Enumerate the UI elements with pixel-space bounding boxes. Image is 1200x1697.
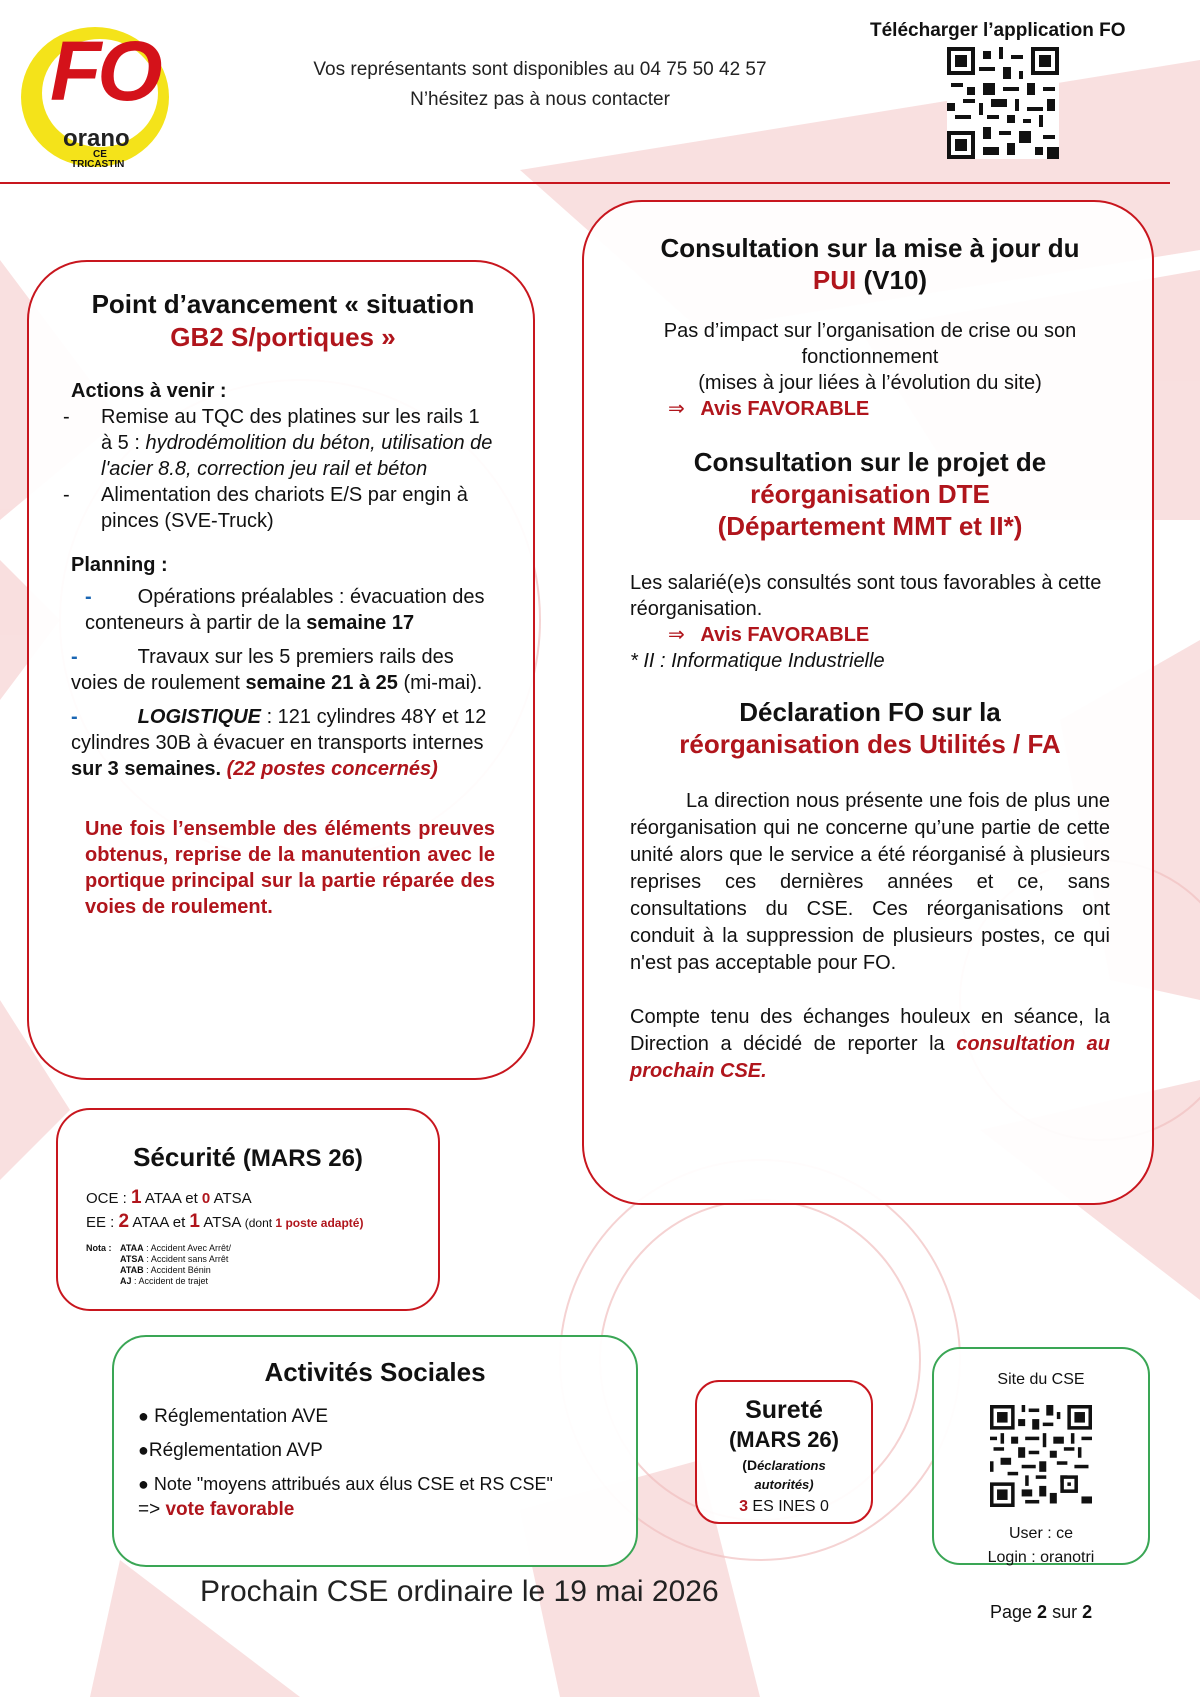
planning-item-1: - Opérations préalables : évacuation des conteneurs à partir de la semaine 17 bbox=[85, 586, 485, 634]
activites-item bbox=[138, 1474, 636, 1495]
logo-company: orano bbox=[63, 125, 130, 152]
declaration-title bbox=[630, 696, 1110, 760]
nota-item: ATSA : Accident sans Arrêt bbox=[120, 1254, 229, 1264]
action-item-2: - Alimentation des chariots E/S par engin à pinces (SVE-Truck) bbox=[63, 484, 468, 532]
plan-2-weeks: semaine 21 à 25 bbox=[245, 672, 398, 694]
nota-item: AJ : Accident de trajet bbox=[120, 1276, 209, 1286]
dte-title-line3: (Département MMT et II*) bbox=[717, 511, 1023, 541]
action-1-detail: hydrodémolition du béton, utilisation de l'acier 8.8, correction jeu rail et béton bbox=[101, 432, 493, 480]
next-cse-date: Prochain CSE ordinaire le 19 mai 2026 bbox=[200, 1575, 719, 1608]
action-1-text: Remise au TQC des platines sur les rails 1 à 5 : bbox=[101, 406, 480, 454]
planning-item-2: - Travaux sur les 5 premiers rails des voies de roulement semaine 21 à 25 (mi-mai). bbox=[71, 646, 483, 694]
pui-title-line1: Consultation sur la mise à jour du bbox=[660, 233, 1080, 263]
ee-label: EE : bbox=[86, 1214, 119, 1231]
site-cse-user: User : ce bbox=[1008, 1525, 1073, 1542]
arrow-icon: ⇒ bbox=[668, 624, 685, 646]
dte-title-line2: réorganisation DTE bbox=[750, 479, 990, 509]
surete-title: Sureté bbox=[745, 1396, 823, 1424]
securite-title bbox=[58, 1142, 438, 1173]
surete-decl-2: autorités) bbox=[754, 1477, 814, 1492]
oce-label: OCE : bbox=[86, 1190, 132, 1207]
contact-invite: N’hésitez pas à nous contacter bbox=[410, 89, 670, 110]
ee-atsa-label: ATSA bbox=[199, 1214, 245, 1231]
contact-block bbox=[240, 55, 840, 115]
vote-result: vote favorable bbox=[165, 1499, 295, 1520]
bullet-icon: ● bbox=[138, 1474, 149, 1494]
nota-item: ATAA : Accident Avec Arrêt/ bbox=[120, 1243, 232, 1253]
surete-count-line bbox=[697, 1498, 871, 1516]
gb2-status-box bbox=[27, 260, 535, 1080]
declaration-postponed: consultation au prochain CSE. bbox=[630, 1033, 1110, 1082]
plan-3-label: LOGISTIQUE bbox=[137, 706, 262, 728]
oce-atsa-label: ATSA bbox=[210, 1190, 252, 1207]
dte-avis-text: Avis FAVORABLE bbox=[700, 624, 870, 646]
securite-period: (MARS 26) bbox=[242, 1145, 363, 1172]
bullet-icon: ● bbox=[138, 1440, 149, 1460]
declaration-para1: La direction nous présente une fois de plus une réorganisation qui ne concerne qu’une partie de cette unité alors que le service a été réorganisé à plusieurs reprises ces dernières années et ce, sans consultations du CSE. Ces réorganisations ont conduit à la suppression de plusieurs postes, ce qui n'est pas acceptable pour FO. bbox=[630, 790, 1110, 974]
oce-ataa-label: ATAA et bbox=[141, 1190, 202, 1207]
app-download-label: Télécharger l’application FO bbox=[870, 20, 1126, 41]
pui-acronym: PUI bbox=[812, 265, 857, 295]
site-cse-box bbox=[932, 1347, 1150, 1565]
oce-ataa-count: 1 bbox=[131, 1187, 142, 1208]
nota-item: ATAB : Accident Bénin bbox=[120, 1265, 211, 1275]
ee-adapted-count: 1 bbox=[275, 1216, 283, 1230]
activites-vote bbox=[138, 1499, 636, 1521]
contact-phone: Vos représentants sont disponibles au 04 75 50 42 57 bbox=[313, 59, 767, 80]
bullet-icon: ● bbox=[138, 1406, 149, 1426]
action-2-text: Alimentation des chariots E/S par engin à pinces (SVE-Truck) bbox=[101, 484, 468, 532]
plan-3-posts: (22 postes concernés) bbox=[221, 758, 438, 780]
ee-ataa-count: 2 bbox=[118, 1211, 130, 1232]
surete-count: 3 bbox=[739, 1498, 748, 1515]
site-cse-login: Login : oranotri bbox=[987, 1549, 1095, 1566]
plan-2-text: Travaux sur les 5 premiers rails des voies de roulement bbox=[71, 646, 454, 694]
planning-heading: Planning : bbox=[71, 554, 168, 576]
activites-item bbox=[138, 1406, 636, 1428]
page-number: Page 2 sur 2 bbox=[990, 1602, 1093, 1622]
surete-period: (MARS 26) bbox=[728, 1427, 839, 1452]
pui-impact: Pas d’impact sur l’organisation de crise ou son fonctionnement bbox=[663, 320, 1077, 368]
fo-logo bbox=[15, 15, 175, 175]
ee-adapted-label: poste adapté) bbox=[282, 1216, 364, 1230]
actions-heading: Actions à venir : bbox=[71, 380, 227, 402]
plan-3-text: : 121 cylindres 48Y et 12 cylindres 30B à évacuer en transports internes bbox=[71, 706, 487, 754]
dte-title-line1: Consultation sur le projet de bbox=[693, 447, 1047, 477]
arrow-icon: ⇒ bbox=[668, 398, 685, 420]
activites-item-avp: Réglementation AVP bbox=[148, 1440, 323, 1461]
plan-1-week: semaine 17 bbox=[306, 612, 415, 634]
gb2-title-line1: Point d’avancement « situation bbox=[91, 289, 475, 319]
declaration-para2 bbox=[630, 1004, 1110, 1085]
pui-version: (V10) bbox=[856, 265, 928, 295]
action-item-1: - Remise au TQC des platines sur les rails 1 à 5 : hydrodémolition du béton, utilisation de l'acier 8.8, correction jeu rail et béton bbox=[63, 406, 493, 480]
plan-3-duration: sur 3 semaines. bbox=[71, 758, 222, 780]
ee-note-open: (dont bbox=[244, 1216, 276, 1230]
ee-atsa-count: 1 bbox=[189, 1211, 200, 1232]
pui-avis-text: Avis FAVORABLE bbox=[700, 398, 870, 420]
dte-title bbox=[630, 446, 1110, 542]
pui-reason: (mises à jour liées à l’évolution du site) bbox=[698, 372, 1042, 394]
ee-ataa-label: ATAA et bbox=[129, 1214, 190, 1231]
dte-avis bbox=[668, 622, 1110, 648]
declaration-title-line2: réorganisation des Utilités / FA bbox=[679, 729, 1061, 759]
gb2-conclusion: Une fois l’ensemble des éléments preuves obtenus, reprise de la manutention avec le portique principal sur la partie réparée des voies de roulement. bbox=[85, 818, 495, 918]
logo-letters: FO bbox=[50, 24, 159, 118]
securite-oce bbox=[86, 1187, 438, 1209]
activites-item bbox=[138, 1440, 636, 1462]
app-qr-code[interactable] bbox=[947, 47, 1059, 159]
site-cse-label: Site du CSE bbox=[997, 1371, 1085, 1388]
gb2-title bbox=[71, 288, 495, 354]
surete-decl-prefix: (D bbox=[742, 1457, 758, 1473]
planning-item-3: - LOGISTIQUE : 121 cylindres 48Y et 12 cylindres 30B à évacuer en transports internes sur 3 semaines. (22 postes concernés) bbox=[71, 706, 487, 780]
pui-title bbox=[630, 232, 1110, 296]
logo-site-ce: CE bbox=[93, 149, 107, 160]
activites-title: Activités Sociales bbox=[264, 1357, 486, 1387]
site-cse-qr-code[interactable] bbox=[990, 1405, 1092, 1507]
securite-title-text: Sécurité bbox=[133, 1142, 236, 1172]
plan-1-text: Opérations préalables : évacuation des conteneurs à partir de la bbox=[85, 586, 485, 634]
surete-decl-word: éclarations bbox=[757, 1458, 826, 1473]
consultations-box bbox=[582, 200, 1154, 1205]
gb2-title-subject: GB2 S/portiques » bbox=[170, 322, 396, 352]
dte-body: Les salarié(e)s consultés sont tous favorables à cette réorganisation. bbox=[630, 572, 1102, 620]
vote-arrow: => bbox=[138, 1499, 166, 1520]
securite-nota bbox=[86, 1243, 438, 1287]
surete-box bbox=[695, 1380, 873, 1524]
pui-body bbox=[630, 318, 1110, 396]
declaration-para2-text: Compte tenu des échanges houleux en séance, la Direction a décidé de reporter la bbox=[630, 1006, 1110, 1055]
activites-sociales-box bbox=[112, 1335, 638, 1567]
declaration-title-line1: Déclaration FO sur la bbox=[739, 697, 1001, 727]
securite-ee bbox=[86, 1211, 438, 1233]
oce-atsa-count: 0 bbox=[201, 1190, 211, 1207]
dte-footnote bbox=[630, 648, 1110, 674]
dte-footnote-text: * II : Informatique Industrielle bbox=[630, 650, 885, 672]
pui-avis bbox=[668, 396, 1110, 422]
activites-item-note: Note "moyens attribués aux élus CSE et RS CSE" bbox=[153, 1474, 553, 1494]
activites-item-ave: Réglementation AVE bbox=[154, 1406, 329, 1427]
surete-decl bbox=[697, 1457, 871, 1473]
plan-2-tail: (mi-mai). bbox=[397, 672, 483, 694]
nota-label: Nota : bbox=[86, 1243, 112, 1253]
surete-count-label: ES INES 0 bbox=[747, 1498, 829, 1515]
securite-box bbox=[56, 1108, 440, 1311]
logo-site-name: TRICASTIN bbox=[71, 159, 125, 170]
